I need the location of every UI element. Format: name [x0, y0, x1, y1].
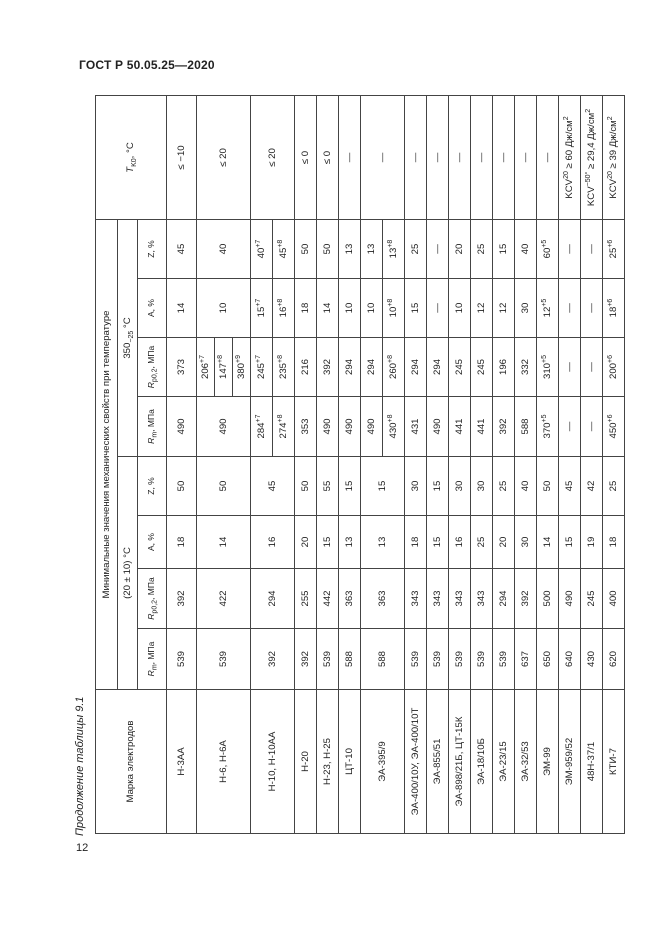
table-row: ЦТ-10 588 363 13 15 490 294 10 13 —	[339, 95, 361, 833]
table-row: 48Н-37/1 430 245 19 42 — — — — $KCV^{-50^\circ} \ge 29,4$ $Дж/см^2$	[581, 95, 603, 833]
col-brand-header: Марка электродов	[96, 690, 167, 834]
col-z-header: Z, %	[138, 457, 167, 516]
table-row: ЭМ-99 650 500 14 50 $370^{+5}$ $310^{+5}$ $12^{+5}$ $60^{+5}$ —	[537, 95, 559, 833]
table-row: Н-6, Н-6А 539 422 14 50 490 $206^{+7}$ 10 40 ≤ 20	[197, 95, 215, 833]
table-row: ЭА-400/10У, ЭА-400/10Т 539 343 18 30 431 294 15 25 —	[405, 95, 427, 833]
col-rm2-header: $R_m$, МПа	[138, 397, 167, 457]
document-header: ГОСТ Р 50.05.25—2020	[79, 58, 215, 72]
col-z2-header: Z, %	[138, 219, 167, 278]
col-a-header: A, %	[138, 516, 167, 569]
col-rp-header: $R_{p0,2}$, МПа	[138, 569, 167, 629]
col-rm-header: $R_m$, МПа	[138, 629, 167, 690]
rotated-table-container	[95, 96, 619, 834]
temp-high-header: $350_{-25}$ °С	[118, 219, 138, 456]
table-row: ЭА-23/15 539 294 20 25 392 196 12 15 —	[493, 95, 515, 833]
group-header: Минимальные значения механических свойств при температуре	[96, 219, 118, 689]
table-row: Н-10, Н-10АА 392 294 16 45 $284^{+7}$ $245^{+7}$ $15^{+7}$ $40^{+7}$ ≤ 20	[251, 95, 273, 833]
col-a2-header: A, %	[138, 279, 167, 338]
table-row: ЭМ-959/52 640 490 15 45 — — — — $KCV^{20} \ge 60$ $Дж/см^2$	[559, 95, 581, 833]
table-row: ЭА-32/53 637 392 30 40 588 332 30 40 —	[515, 95, 537, 833]
table-row: ЭА-855/51 539 343 15 15 490 294 — — —	[427, 95, 449, 833]
table-row: Н-3АА 539 392 18 50 490 373 14 45 ≤ −10	[167, 95, 197, 833]
col-rp2-header: $R_{p0,2}$, МПа	[138, 338, 167, 397]
table-row: КТИ-7 620 400 18 25 $450^{+6}$ $200^{+6}$ $18^{+6}$ $25^{+6}$ $KCV^{20} \ge 39$ $Дж/см^2$	[603, 95, 625, 833]
properties-table: Марка электродов Минимальные значения механических свойств при температуре $T_{K0}$, °С (20 ± 10) °С $350_{-25}$ °С $R_m$, МПа $R_{p0,2}$, МПа A, % Z, % $R_m$, МПа $R_{p0,2}$, МПа A, % Z, % Н-3АА 539 392 18 50 490 373 14 45 ≤ −10 Н-6, Н-6А 539 422 14 50 490 $206^{+7}$ 10 40 ≤ 20 $147^{+8}$ $380^{+9}$ Н-10, Н-10АА 392 294 16 45 $284^{+7}$ $245^{+7}$ $15^{+7}$ $40^{+7}$ ≤ 20 $274^{+8}$ $235^{+8}$ $16^{+8}$ $45^{+8}$ Н-20 392 255 20 50 353 216 18 50 ≤ 0 Н-23, Н-25 539 442 15 55 490 392 14 50 ≤ 0 ЦТ-10 588 363 13 15 490 294 10 13 — ЭА-395/9 588 363 13 15 490 294 10 13 — $430^{+8}$ $260^{+8}$ $10^{+8}$ $13^{+8}$ ЭА-400/10У, ЭА-400/10Т 539 343 18 30 431 294 15 25 — ЭА-855/51 539 343 15 15 490 294 — — — ЭА-898/21Б, ЦТ-15К 539 343 16 30 441 245 10 20 — ЭА-18/10Б 539 343 25 30 441 245 12 25 — ЭА-23/15 539 294 20 25 392 196 12 15 — ЭА-32/53 637 392 30 40 588 332 30 40 — ЭМ-99 650 500 14 50 $370^{+5}$ $310^{+5}$ $12^{+5}$ $60^{+5}$ — ЭМ-959/52 640 490 15 45 — — — — $KCV^{20} \ge 60$ $Дж/см^2$ 48Н-37/1 430 245 19 42 — — — — $KCV^{-50^\circ} \ge 29,4$ $Дж/см^2$ КТИ-7 620 400 18 25 $450^{+6}$ $200^{+6}$ $18^{+6}$ $25^{+6}$ $KCV^{20} \ge 39$ $Дж/см^2$	[95, 95, 625, 834]
table-row: ЭА-18/10Б 539 343 25 30 441 245 12 25 —	[471, 95, 493, 833]
table-row: ЭА-898/21Б, ЦТ-15К 539 343 16 30 441 245 10 20 —	[449, 95, 471, 833]
table-row: ЭА-395/9 588 363 13 15 490 294 10 13 —	[361, 95, 383, 833]
col-tk-header: $T_{K0}$, °С	[96, 95, 167, 219]
temp-room-header: (20 ± 10) °С	[118, 457, 138, 690]
page-number: 12	[76, 842, 89, 854]
table-row: Н-20 392 255 20 50 353 216 18 50 ≤ 0	[295, 95, 317, 833]
table-caption: Продолжение таблицы 9.1	[74, 696, 86, 836]
table-row: Н-23, Н-25 539 442 15 55 490 392 14 50 ≤ 0	[317, 95, 339, 833]
